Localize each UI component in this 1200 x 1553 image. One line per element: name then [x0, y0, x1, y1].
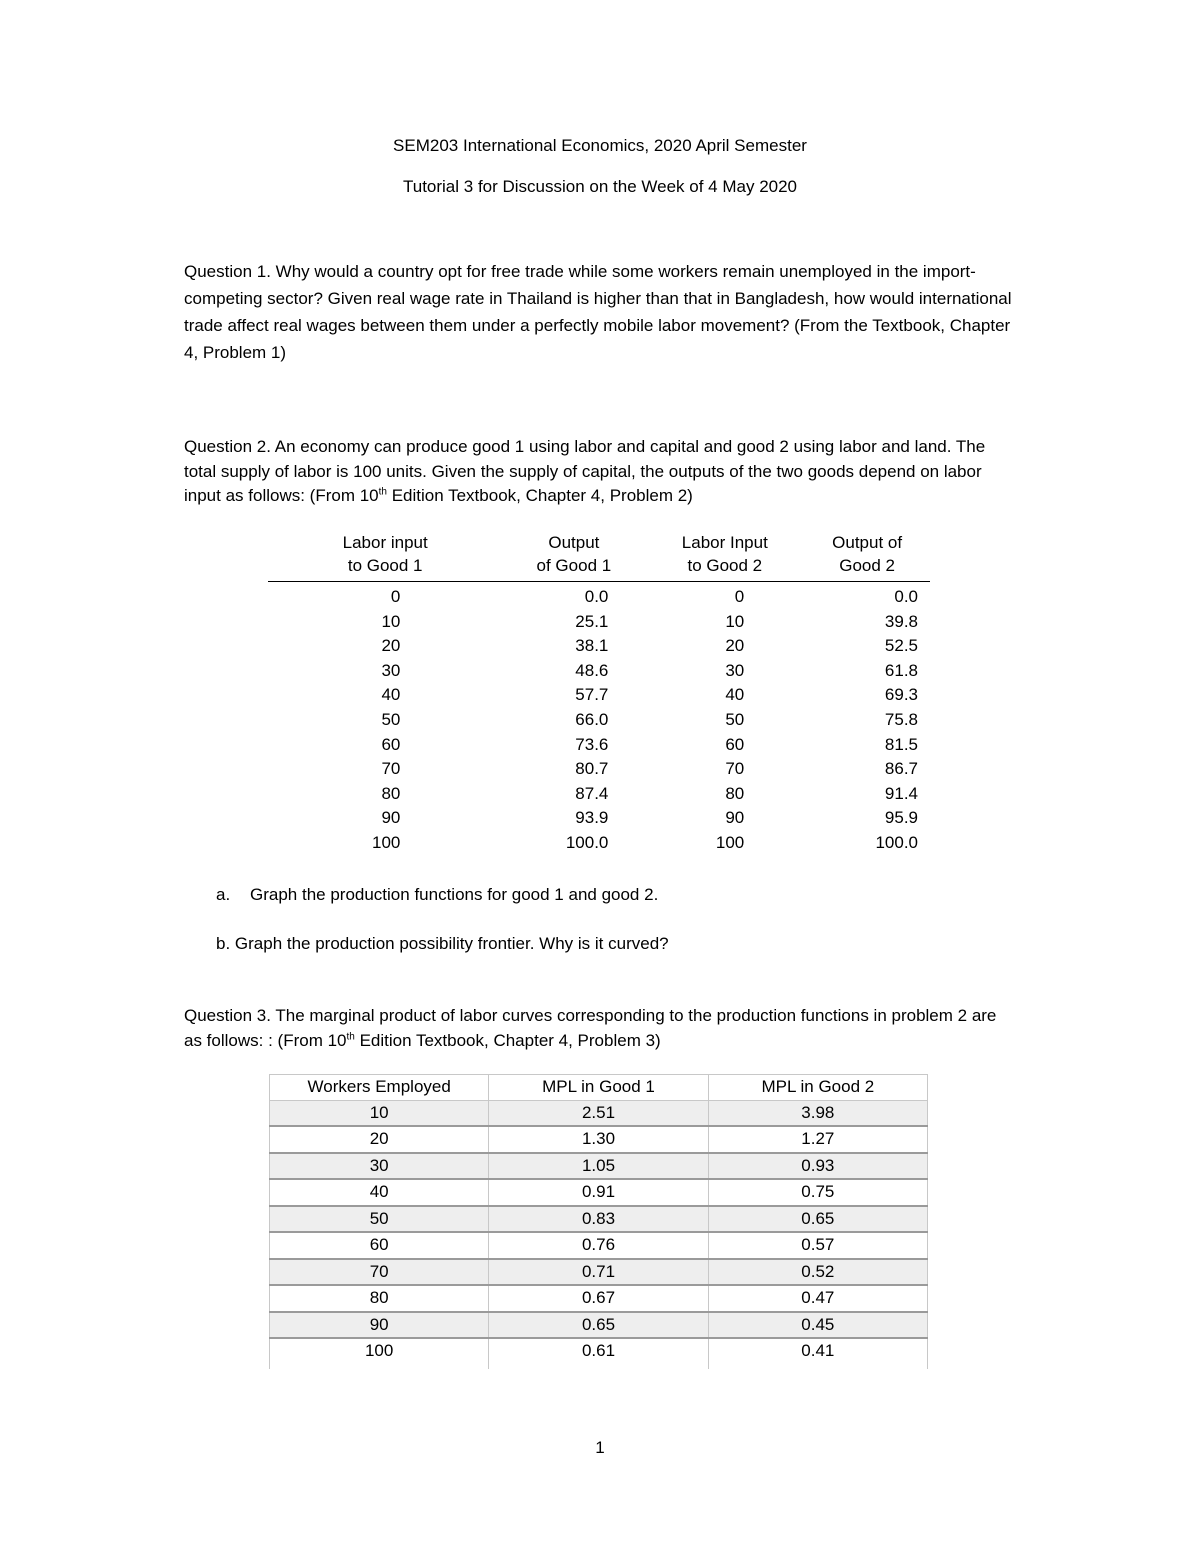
table-row: 50 0.83 0.65 [270, 1206, 928, 1233]
table-row: 40 57.7 40 69.3 [381, 685, 918, 705]
question-2 [184, 435, 1014, 509]
table-row: 30 1.05 0.93 [270, 1153, 928, 1180]
table-row: 0 0.0 0 0.0 [390, 587, 918, 606]
mpl-table-header [270, 1075, 928, 1101]
production-table [268, 531, 930, 856]
question-3-text: The marginal product of labor curves corresponding to the production functions in problem 2 are as follows: : (From 10 [184, 1006, 997, 1050]
table-row: 80 0.67 0.47 [270, 1285, 928, 1312]
header-output-good1: Output of Good 1 [502, 531, 645, 582]
question-2-sup: th [378, 486, 387, 498]
table-row: 90 0.65 0.45 [270, 1312, 928, 1339]
table-row: 40 0.91 0.75 [270, 1179, 928, 1206]
question-3-sup: th [346, 1030, 355, 1042]
table-row: 10 2.51 3.98 [270, 1100, 928, 1126]
table-row: 60 0.76 0.57 [270, 1232, 928, 1259]
question-2-part-b: b. Graph the production possibility frontier. Why is it curved? [216, 934, 669, 953]
question-1-text: Why would a country opt for free trade while some workers remain unemployed in the import-competing sector? Given real wage rate in Thailand is higher than that in Bangladesh, how would international trade affect real wages between them under a perfectly mobile labor movement? (From the Textbook, Chapter 4, Problem 1) [184, 262, 1012, 362]
question-2-text: An economy can produce good 1 using labor and capital and good 2 using labor and land. The total supply of labor is 100 units. Given the supply of capital, the outputs of the two goods depend on labor input as follows: (From 10 [184, 437, 986, 505]
question-1 [184, 258, 1014, 366]
question-3-label: Question 3. [184, 1006, 271, 1025]
table-row: 60 73.6 60 81.5 [381, 734, 918, 754]
table-row: 100 0.61 0.41 [270, 1338, 928, 1369]
table-row: 30 48.6 30 61.8 [381, 660, 918, 680]
table-row: 90 93.9 90 95.9 [381, 808, 918, 828]
tutorial-title: Tutorial 3 for Discussion on the Week of 4 May 2020 [402, 177, 798, 196]
question-3 [184, 1004, 1014, 1053]
table-row: 50 66.0 50 75.8 [381, 709, 918, 729]
course-title: SEM203 International Economics, 2020 April Semester [393, 136, 807, 155]
production-table-header [268, 531, 930, 582]
header-mpl-good1: MPL in Good 1 [489, 1075, 708, 1101]
table-row: 80 87.4 80 91.4 [381, 783, 918, 803]
question-1-label: Question 1. [184, 262, 271, 281]
table-row: 70 0.71 0.52 [270, 1259, 928, 1286]
table-row: 10 25.1 10 39.8 [381, 611, 918, 631]
table-row: 70 80.7 70 86.7 [381, 759, 918, 779]
header-workers-employed: Workers Employed [270, 1075, 489, 1101]
header-output-good2: Output of Good 2 [804, 531, 930, 582]
question-2-label: Question 2. [184, 437, 271, 456]
part-a-letter: a. [216, 885, 231, 904]
table-row: 20 1.30 1.27 [270, 1126, 928, 1153]
question-2-part-a [216, 885, 658, 905]
question-3-text-end: Edition Textbook, Chapter 4, Problem 3) [354, 1030, 661, 1050]
part-a-text: Graph the production functions for good 1 and good 2. [250, 885, 659, 904]
table-row: 20 38.1 20 52.5 [381, 636, 918, 656]
header-mpl-good2: MPL in Good 2 [708, 1075, 927, 1101]
header-labor-input-good2: Labor Input to Good 2 [645, 531, 804, 582]
page-number: 1 [595, 1438, 605, 1457]
question-2-text-end: Edition Textbook, Chapter 4, Problem 2) [386, 486, 693, 505]
header-labor-input-good1: Labor input to Good 1 [268, 531, 502, 582]
mpl-table [269, 1074, 928, 1369]
table-row: 100 100.0 100 100.0 [372, 832, 918, 852]
